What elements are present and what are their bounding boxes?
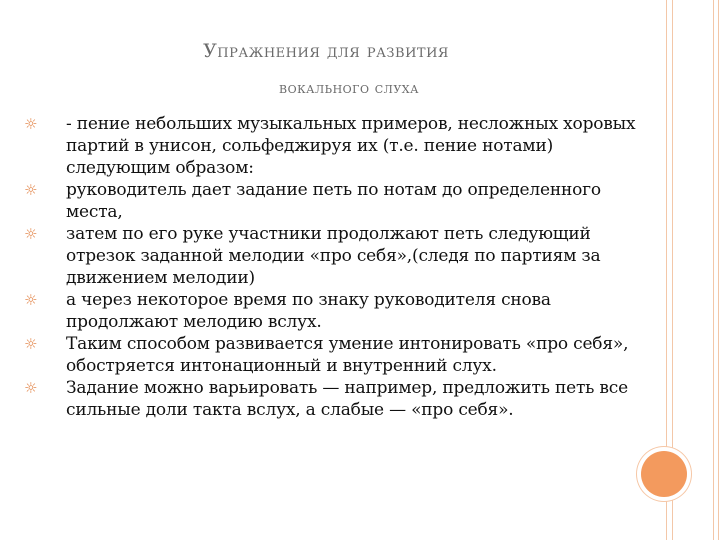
title-line-1: Упражнения для развития xyxy=(203,40,449,62)
bullet-icon: ☼ xyxy=(24,225,38,243)
orange-circle-ornament xyxy=(641,451,687,497)
bullet-icon: ☼ xyxy=(24,181,38,199)
bullet-icon: ☼ xyxy=(24,291,38,309)
slide-title xyxy=(120,40,550,97)
list-item xyxy=(22,289,642,333)
bullet-icon: ☼ xyxy=(24,335,38,353)
list-item xyxy=(22,223,642,289)
bullet-list xyxy=(22,113,642,421)
list-item xyxy=(22,333,642,377)
list-item xyxy=(22,113,642,179)
list-item-text: затем по его руке участники продолжают петь следующий отрезок заданной мелодии «про себя»,(следя по партиям за движением мелодии) xyxy=(66,224,601,288)
bullet-icon: ☼ xyxy=(24,379,38,397)
list-item xyxy=(22,377,642,421)
list-item-text: Таким способом развивается умение интонировать «про себя», обостряется интонационный и внутренний слух. xyxy=(66,334,629,376)
bullet-icon: ☼ xyxy=(24,115,38,133)
list-item-text: руководитель дает задание петь по нотам до определенного места, xyxy=(66,180,601,222)
frame-line-right xyxy=(718,0,719,540)
list-item-text: а через некоторое время по знаку руководителя снова продолжают мелодию вслух. xyxy=(66,290,551,332)
list-item-text: Задание можно варьировать — например, предложить петь все сильные доли такта вслух, а слабые — «про себя». xyxy=(66,378,628,420)
list-item-text: - пение небольших музыкальных примеров, несложных хоровых партий в унисон, сольфеджируя их (т.е. пение нотами) следующим образом: xyxy=(66,114,636,178)
list-item xyxy=(22,179,642,223)
title-line-2: вокального слуха xyxy=(279,79,419,97)
